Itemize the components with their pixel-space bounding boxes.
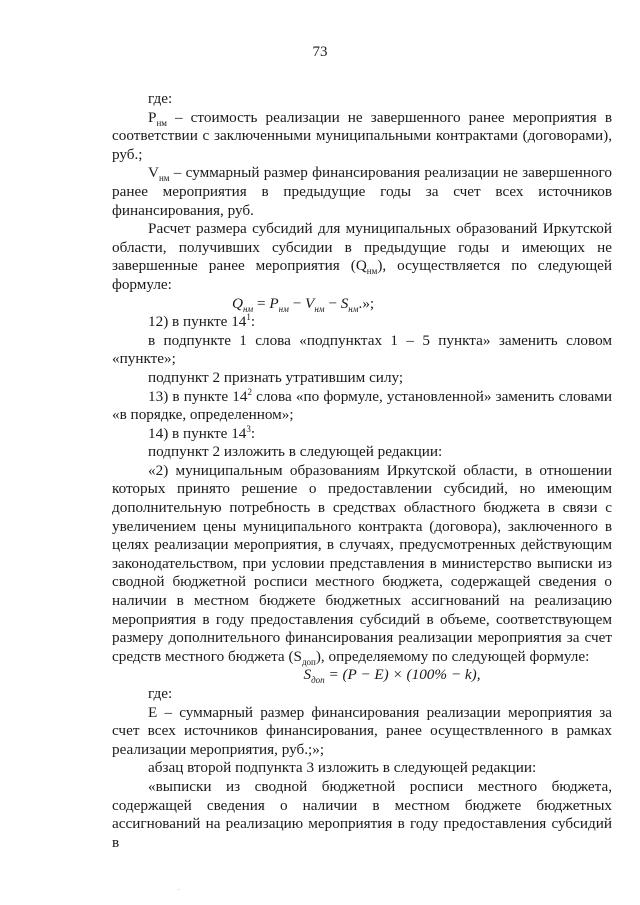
paragraph-subitem-2-new: подпункт 2 изложить в следующей редакции: (148, 443, 443, 461)
formula-v: V (305, 294, 315, 312)
formula-p-sub: нм (278, 303, 289, 314)
paragraph-calculation-intro (112, 220, 612, 294)
item-12-text: 12) в пункте 14 (148, 313, 247, 331)
v-definition-text: – суммарный размер финансирования реализации не завершенного ранее мероприятия в предыдущие годы за счет всех источников финансирования, руб. (112, 164, 612, 219)
calculation-intro-tail: ), осуществляется по следующей формуле: (112, 257, 613, 293)
formula-v-sub: нм (314, 303, 325, 314)
item-12-sup: 1 (246, 312, 251, 323)
q-subscript: нм (366, 266, 378, 277)
symbol-v: V (148, 164, 159, 182)
formula-eq: = (253, 294, 270, 312)
calculation-intro-text: Расчет размера субсидий для муниципальных образований Иркутской области, получивших субсидии в предыдущие годы и имеющих не завершенные ранее мероприятия (Q (112, 220, 612, 275)
symbol-v-subscript: нм (158, 173, 170, 184)
formula-qnm (112, 295, 612, 314)
document-body (112, 90, 612, 852)
formula-minus: − (324, 294, 341, 312)
symbol-p-subscript: нм (156, 117, 167, 128)
formula-minus: − (288, 294, 306, 312)
item-14-sup: 3 (246, 423, 251, 434)
paragraph-quoted-subitem-2 (112, 462, 612, 667)
paragraph-where-2: где: (148, 685, 173, 702)
formula-s: S (340, 294, 349, 312)
formula-s-dop: S (303, 666, 312, 684)
paragraph-e-definition: Е – суммарный размер финансирования реализации мероприятия за счет всех источников финансирования, ранее осуществленного в рамках реализации мероприятия, руб.;»; (112, 703, 612, 758)
paragraph-quoted-extract: «выписки из сводной бюджетной росписи местного бюджета, содержащей сведения о наличии в местном бюджете бюджетных ассигнований на реализацию мероприятия в году предоставления субсидий в (112, 777, 612, 851)
item-13-text: 13) в пункте 14 (148, 387, 248, 405)
quoted-subitem-tail: ), определяемому по следующей формуле: (315, 647, 590, 665)
formula-s-dop-sub: доп (311, 675, 325, 686)
paragraph-p-definition (112, 109, 612, 165)
s-dop-subscript: доп (301, 656, 316, 667)
paragraph-subitem-1: в подпункте 1 слова «подпунктах 1 – 5 пункта» заменить словом «пункте»; (112, 331, 612, 368)
formula-p: P (269, 294, 279, 312)
item-14-colon: : (250, 424, 256, 442)
paragraph-item-12 (112, 313, 612, 332)
paragraph-v-definition (112, 164, 612, 220)
formula-q-sub: нм (242, 303, 254, 314)
paragraph-item-13 (112, 388, 612, 425)
item-12-colon: : (250, 313, 256, 331)
formula-sdop (112, 666, 612, 685)
item-13-tail: слова «по формуле, установленной» заменить словами «в порядке, определенном»; (112, 387, 612, 424)
paragraph-item-14 (112, 425, 612, 444)
scan-mark: . (178, 884, 180, 892)
paragraph-where-1: где: (148, 90, 173, 107)
formula-s-dop-rest: = (P − E) × (100% − k), (324, 666, 481, 684)
formula-tail: .»; (358, 294, 375, 312)
item-13-sup: 2 (247, 386, 252, 397)
paragraph-subitem-3-intro: абзац второй подпункта 3 изложить в следующей редакции: (148, 759, 537, 777)
paragraph-subitem-2-void: подпункт 2 признать утратившим силу; (148, 368, 404, 386)
page-number: 73 (312, 44, 328, 60)
p-definition-text: – стоимость реализации не завершенного ранее мероприятия в соответствии с заключенными муниципальными контрактами (договорами), руб.; (112, 108, 612, 163)
formula-q: Q (232, 294, 243, 312)
item-14-text: 14) в пункте 14 (148, 424, 247, 442)
quoted-subitem-text: «2) муниципальным образованиям Иркутской области, в отношении которых принято решение о предоставлении субсидий, но имеющим дополнительную потребность в средствах областного бюджета в связи с увеличением цены муниципального контракта (договора), заключенного в целях реализации мероприятия, в случаях, предусмотренных действующим законодательством, при условии представления в министерство выписки из сводной бюджетной росписи местного бюджета, содержащей сведения о наличии в местном бюджете бюджетных ассигнований на реализацию мероприятия в году предоставления субсидий в объеме, соответствующем размеру дополнительного финансирования реализации мероприятия за счет средств местного бюджета (S (112, 461, 612, 665)
formula-s-sub: нм (348, 303, 359, 314)
symbol-p: Р (148, 108, 157, 126)
